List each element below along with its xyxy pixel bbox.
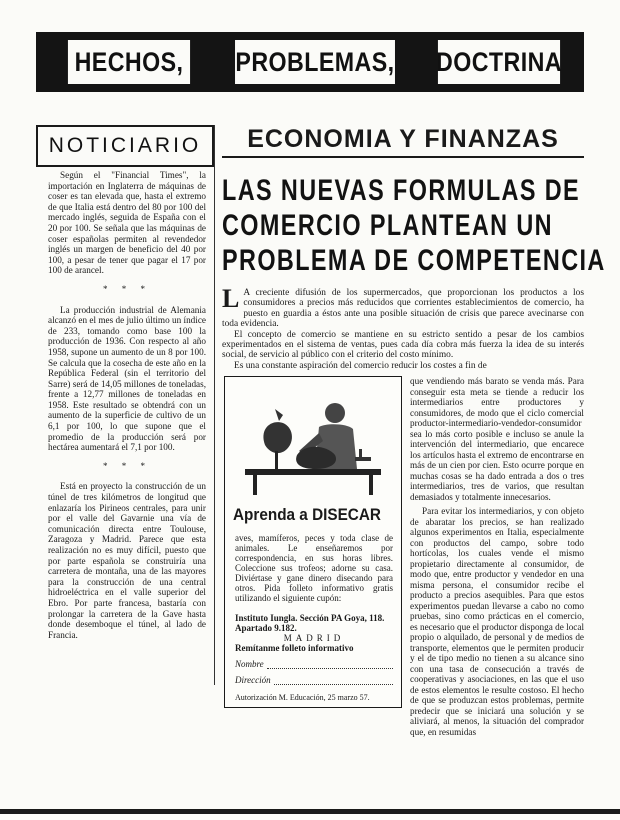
noticiario-paragraph: Según el "Financial Times", la importación en Inglaterra de máquinas de coser es tan elevada que, hasta el extremo de que Italia está dentro del 80 por 100 del mercado inglés, seguida de España con el 20 por 100. Se señala que las máquinas de coser españolas permiten al revendedor inglés un margen de beneficio del 40 por 100, a pesar de tener que pagar el 17 por 100 de arancel. [48,170,206,276]
noticiario-paragraph: Está en proyecto la construcción de un túnel de tres kilómetros de longitud que enlazaría los Pirineos centrales, para unir por el valle del Gavarnie una vía de comunicación directa entre Toulouse, Zaragoza y Madrid. Parece que esta realización no es muy difícil, puesto que por parte española se construiría una carretera de montaña, una de las mayores para la construcción de una central hidroeléctrica en el valle superior del Ebro. Por parte francesa, bastaría con prolongar la carretera de la Gave hasta donde desemboque el túnel, al lado de Francia. [48,481,206,640]
column-divider [214,125,215,685]
ad-title: Aprenda a DISECAR [233,505,381,524]
coupon-label: Remítanme folleto informativo [235,643,354,653]
lead-paragraph: El concepto de comercio se mantiene en su estricto sentido a pesar de los cambios experimentados en el sistema de ventas, pues cada día cobra más fuerza la idea de su interés social, de servicio al público con el criterio del costo mínimo. [222,329,584,361]
body-paragraph: que vendiendo más barato se venda más. Para conseguir esta meta se tiende a reducir los intermediarios entre productores y consumidores, de modo que el ciclo comercial productor-intermediario-vendedor-consumidor sea lo más corto posible e incluso se anule la intervención del intermediario, que encarece los artículos hasta el extremo de encontrarse en más de un cien por cien. Esto ocurre porque en muchas cosas se ha dado entrada a dos o tres intermediarios, tres de varios, que resultan demasiados y totalmente innecesarios. [410,376,584,502]
banner-item-problemas: PROBLEMAS, [235,40,395,84]
field-label: Dirección [235,675,271,685]
headline-line: PROBLEMA DE COMPETENCIA [222,244,606,277]
banner-item-doctrina: DOCTRINA [438,40,560,84]
body-paragraph: Para evitar los intermediarios, y con objeto de abaratar los precios, se han realizado algunos experimentos en Italia, especialmente con productos del campo, sobre todo hortícolas, los cuales vende el mismo propietario directamente al consumidor, de modo que, entre productor y vendedor en una misma persona, el consumidor recibe el producto a precios asequibles. Para que estos experimentos puedan llevarse a cabo no como pruebas, sino como prácticas en el comercio, es necesario que el productor disponga de local propio o alquilado, de personal y de medios de transporte, elementos que le permiten producir y el de tipo medio no tienen a su alcance sino con una tasa de consecución a través de cooperativas y asociaciones, en las que el uso de estos elementos le resulte costoso. El hecho de que se produzcan estos problemas, permite predecir que se iniciará una solución y se aliviará, al menos, la situación del comprador que, en resumidas [410,506,584,737]
drop-cap: L [222,284,240,313]
tool [355,457,371,461]
headline-line: LAS NUEVAS FORMULAS DE [222,174,581,207]
article-body [410,376,584,741]
bird-stand [275,451,278,469]
ad-body: aves, mamíferos, peces y toda clase de animales. Le enseñaremos por correspondencia, en sus horas libres. Coleccione sus trofeos; adorne su casa. Diviértase y gane dinero disecando para otros. Pida folleto informativo gratis utilizando el siguiente cupón: [235,533,393,603]
field-line [267,660,393,669]
coupon-address-field[interactable] [235,675,393,685]
coupon-name-field[interactable] [235,659,393,669]
article-lead [222,284,584,371]
tool [359,449,362,457]
field-label: Nombre [235,659,264,669]
article-headline [222,173,606,278]
noticiario-paragraph: La producción industrial de Alemania alcanzó en el mes de julio último un índice de 233, tomando como base 100 la producción de 1936. Con respecto al año 1958, supone un aumento de un 8 por 100. Se calcula que la cosecha de este año en la República Federal (sin el territorio del Sarre) será de 14,05 millones de toneladas, frente a 12,77 millones de toneladas en 1958. Este resultado se obtendrá con un aumento de la superficie de cultivo de un 6,1 por 100, lo que supone que el promedio de la producción será por hectárea aumentará el 7,1 por 100. [48,304,206,453]
noticiario-title: NOTICIARIO [36,125,214,167]
taxidermist-illustration [235,385,391,497]
lead-paragraph: Es una constante aspiración del comercio reducir los costes a fin de [234,360,487,371]
bird-body [263,422,292,453]
separator: * * * [103,283,151,294]
lead-text: A creciente difusión de los supermercados, que proporcionan los productos a los consumidores a precios más reducidos que corrientes establecimientos de comercio, ha puesto en guardia a éstos ante una posible situación de crisis que parece avecinarse con toda evidencia. [222,288,584,330]
bench-top [245,469,381,475]
ad-address [235,613,393,643]
ad-address-line: Instituto Iungla. Sección PA Goya, 118. Apartado 9.182. [235,613,385,633]
advertisement [224,376,402,708]
ad-city: MADRID [283,633,345,643]
bench-leg [253,475,257,495]
ad-footer: Autorización M. Educación, 25 marzo 57. [235,693,370,702]
man-head [325,403,345,423]
bottom-rule [0,809,620,814]
bird-head [275,409,283,421]
section-title: ECONOMIA Y FINANZAS [222,122,584,158]
noticiario-column [48,170,206,646]
headline-line: COMERCIO PLANTEAN UN [222,209,553,242]
header-banner [36,32,584,92]
field-line [274,676,393,685]
separator: * * * [103,460,151,471]
banner-item-hechos: HECHOS, [68,40,190,84]
lead-paragraph [222,284,584,330]
ad-coupon [235,643,393,691]
bench-leg [369,475,373,495]
